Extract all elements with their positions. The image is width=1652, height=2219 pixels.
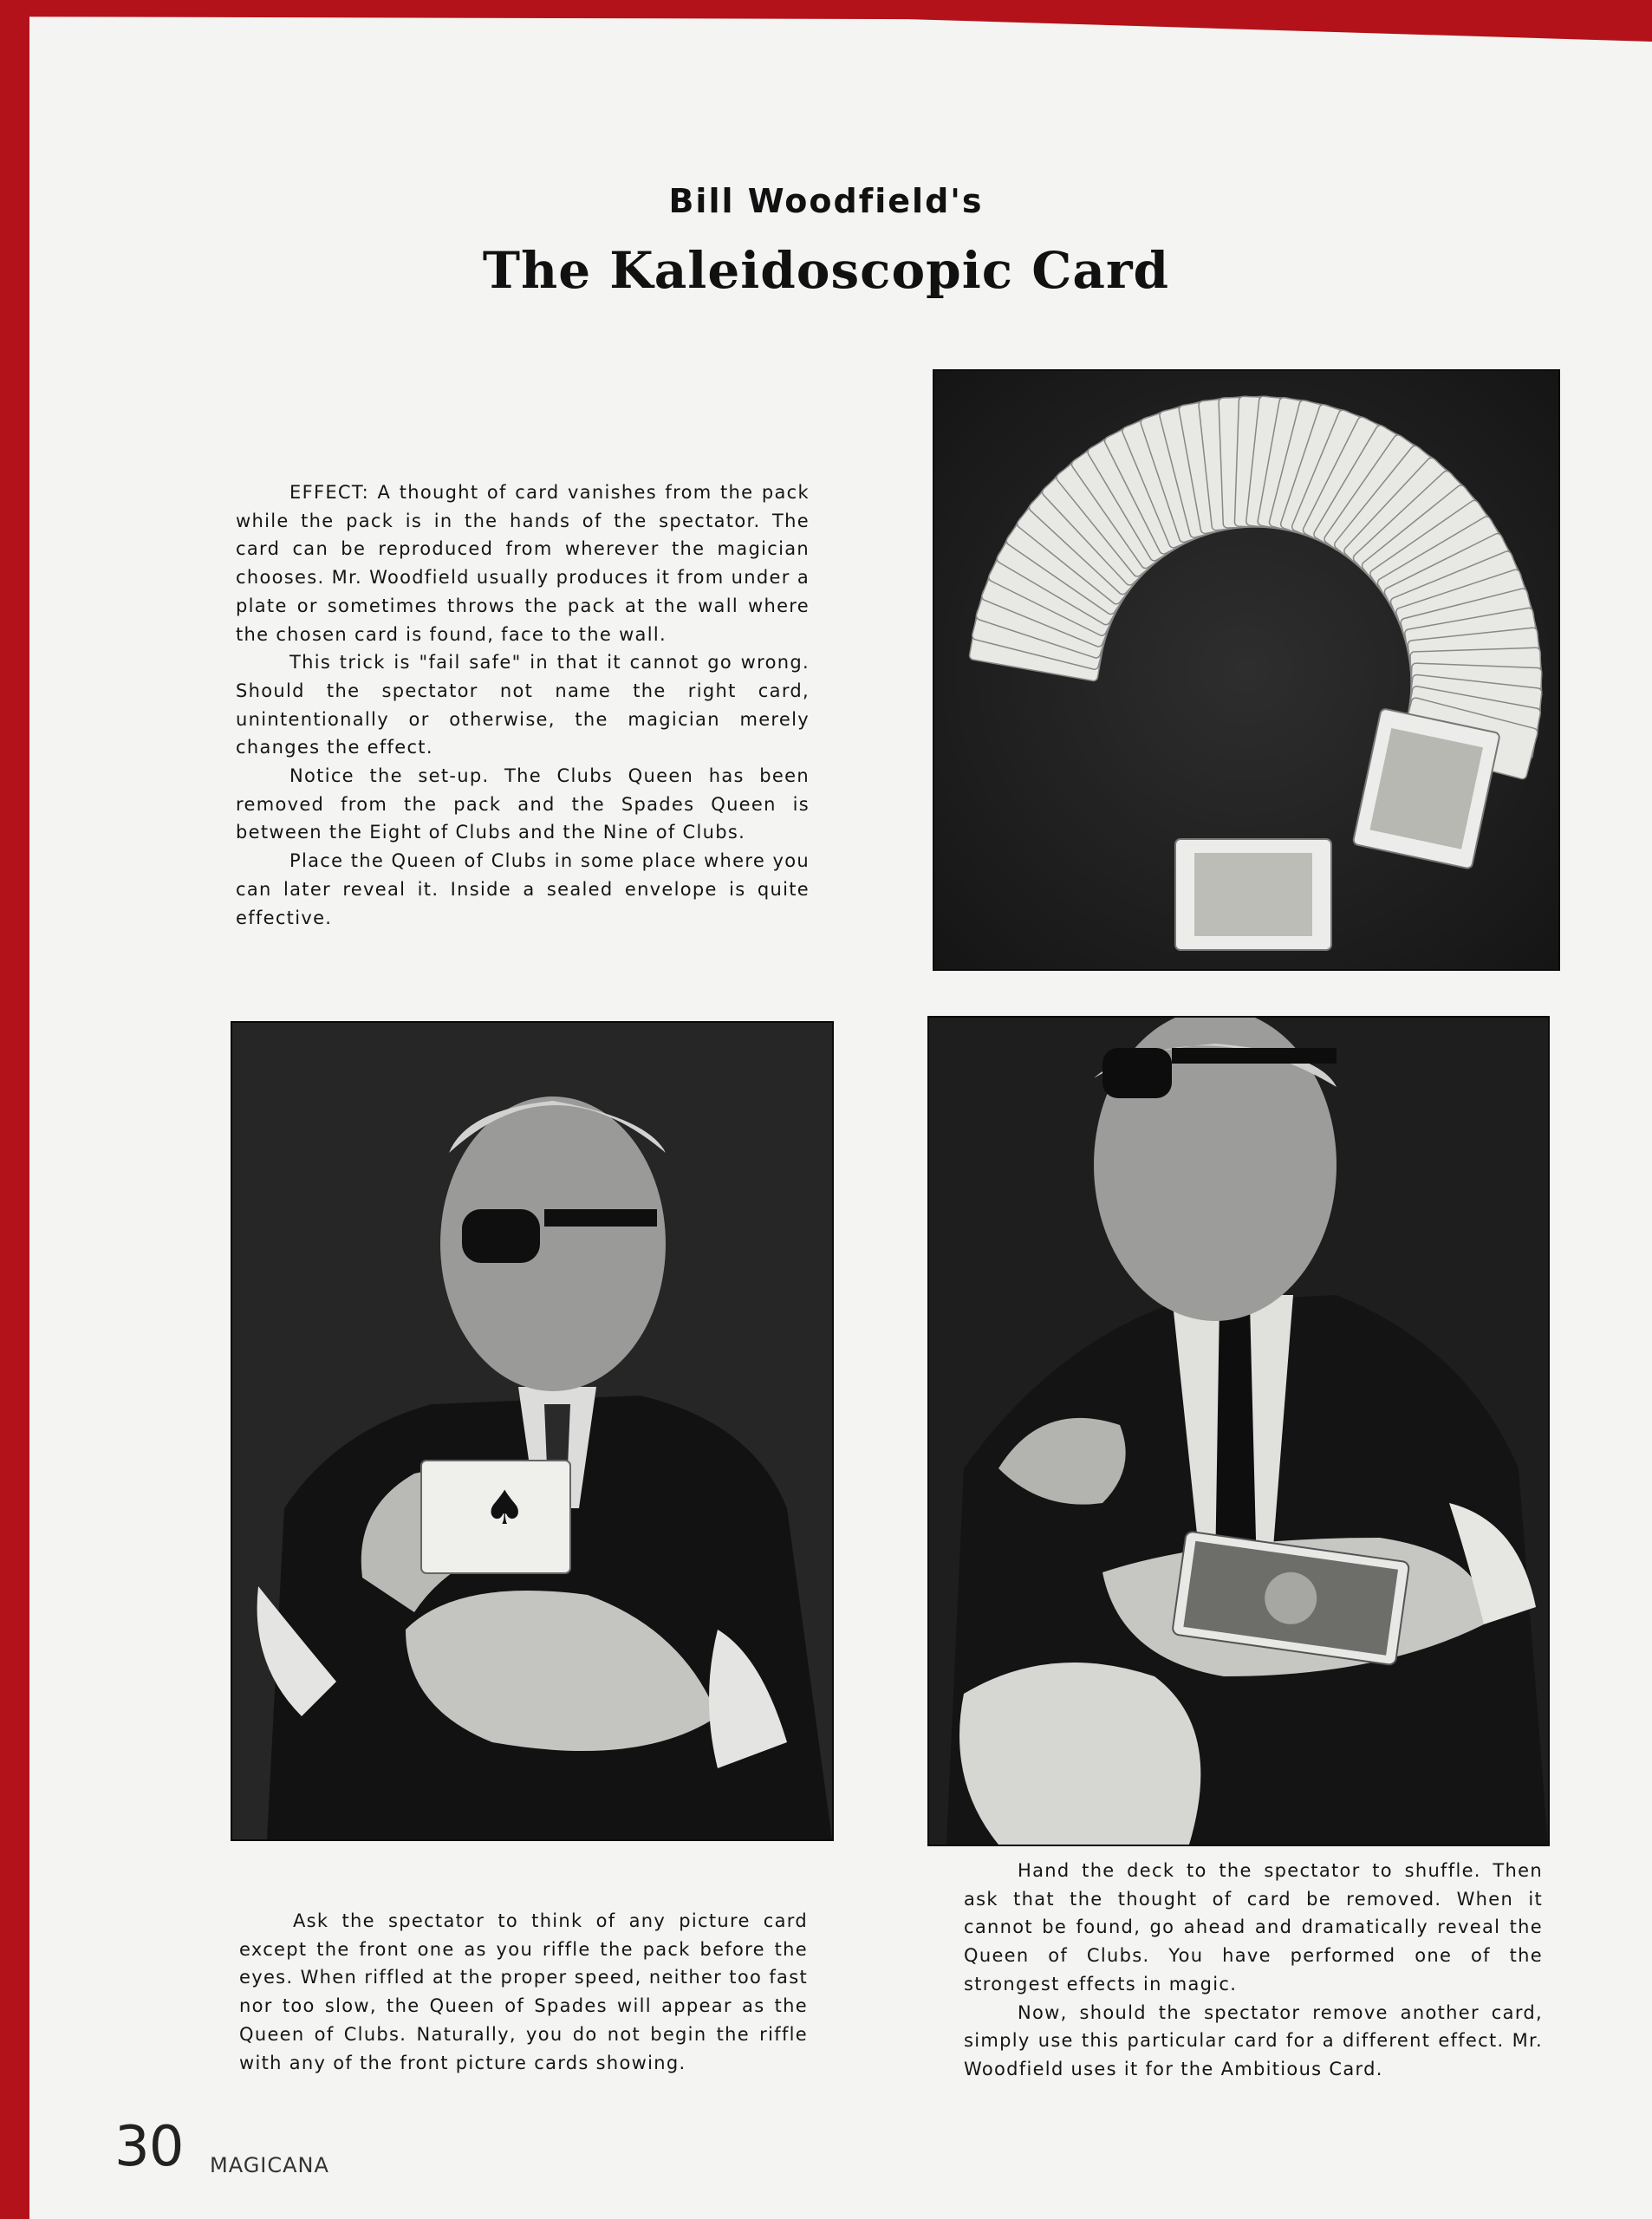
red-top-border [0, 0, 1652, 42]
riffle-paragraph: Ask the spectator to think of any picture card except the front one as you riffle the pack before the eyes. When riffled at the proper speed, neither too fast nor too slow, the Queen of Spades will appear as the Queen of Clubs. Naturally, you do not begin the riffle with any of the front picture cards showing. [239, 1910, 808, 2073]
photo-card-fan [933, 369, 1560, 971]
effect-paragraph: EFFECT: A thought of card vanishes from the pack while the pack is in the hands of the spectator. The card can be reproduced from wherever the magician chooses. Mr. Woodfield usually produces it from under a plate or sometimes throws the pack at the wall where the chosen card is found, face to the wall. [236, 482, 810, 645]
fail-safe-paragraph: This trick is "fail safe" in that it cannot go wrong. Should the spectator not name the right card, unintentionally or otherwise, the magician merely changes the effect. [236, 652, 810, 758]
page-number: 30 [114, 2115, 184, 2179]
photo-spectator-deck [927, 1016, 1550, 1846]
article-title: The Kaleidoscopic Card [482, 241, 1170, 300]
setup-paragraph: Notice the set-up. The Clubs Queen has been removed from the pack and the Spades Queen is between the Eight of Clubs and the Nine of Clubs. [236, 765, 810, 843]
right-caption [964, 1857, 1543, 2084]
left-caption [239, 1907, 808, 2077]
author-byline: Bill Woodfield's [668, 182, 984, 220]
placement-paragraph: Place the Queen of Clubs in some place where you can later reveal it. Inside a sealed envelope is quite effective. [236, 850, 810, 928]
ambitious-card-paragraph: Now, should the spectator remove another card, simply use this particular card for a different effect. Mr. Woodfield uses it for the Ambitious Card. [964, 2001, 1543, 2079]
magazine-name: MAGICANA [210, 2153, 329, 2177]
red-left-border [0, 0, 29, 2219]
shuffle-paragraph: Hand the deck to the spectator to shuffle. Then ask that the thought of card be removed. When it cannot be found, go ahead and dramatically reveal the Queen of Clubs. You have performed one of the strongest effects in magic. [964, 1860, 1543, 1994]
svg-text:♠: ♠ [484, 1480, 526, 1535]
photo-magician-riffle [231, 1021, 834, 1841]
intro-text [236, 478, 810, 932]
